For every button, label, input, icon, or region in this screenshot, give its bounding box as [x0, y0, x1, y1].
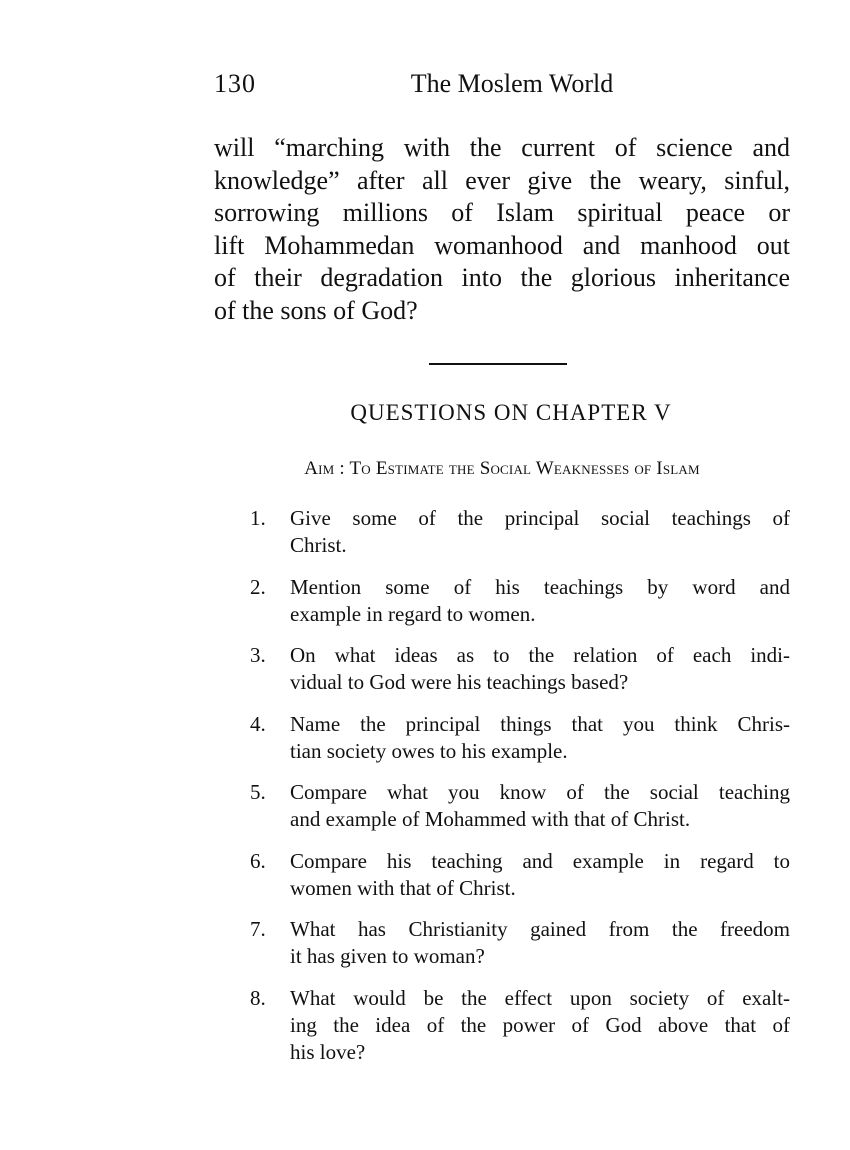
question-number: 2.	[250, 574, 266, 599]
body-line: will “marching with the current of science and	[214, 133, 790, 162]
question-line: tian society owes to his example.	[290, 738, 568, 763]
chapter-heading: QUESTIONS ON CHAPTER V	[350, 400, 672, 425]
running-title: The Moslem World	[410, 69, 614, 98]
body-line: of the sons of God?	[214, 295, 418, 325]
question-item	[250, 916, 790, 970]
question-number: 7.	[250, 917, 266, 941]
question-item	[250, 574, 790, 628]
question-item	[250, 985, 790, 1066]
question-line: women with that of Christ.	[290, 875, 516, 900]
question-item	[250, 779, 790, 833]
section-divider	[429, 363, 567, 365]
running-head	[214, 66, 790, 102]
question-line: his love?	[290, 1039, 366, 1064]
question-item	[250, 848, 790, 902]
questions-list	[250, 505, 790, 1080]
question-line: and example of Mohammed with that of Christ.	[290, 807, 691, 831]
question-line: example in regard to women.	[290, 601, 536, 626]
question-number: 1.	[250, 506, 266, 530]
page-number: 130	[214, 69, 256, 98]
aim-line: Aim : To Estimate the Social Weaknesses of Islam	[304, 458, 700, 479]
question-item	[250, 711, 790, 765]
question-line: On what ideas as to the relation of each indi-	[290, 643, 790, 667]
question-line: What has Christianity gained from the freedom	[290, 917, 790, 941]
question-number: 5.	[250, 780, 266, 804]
question-line: What would be the effect upon society of exalt-	[290, 985, 790, 1010]
question-line: Compare what you know of the social teaching	[290, 780, 790, 804]
body-line: of their degradation into the glorious inheritance	[214, 263, 790, 293]
question-number: 4.	[250, 711, 266, 736]
question-line: Compare his teaching and example in regard to	[290, 848, 790, 873]
question-line: vidual to God were his teachings based?	[290, 670, 629, 694]
question-item	[250, 505, 790, 559]
body-line: knowledge” after all ever give the weary, sinful,	[214, 165, 790, 195]
question-number: 6.	[250, 848, 266, 873]
question-item	[250, 642, 790, 696]
question-line: Mention some of his teachings by word and	[290, 574, 790, 599]
question-line: ing the idea of the power of God above that of	[290, 1012, 790, 1037]
body-line: sorrowing millions of Islam spiritual peace or	[214, 198, 790, 228]
question-line: Christ.	[290, 533, 347, 557]
body-paragraph	[214, 132, 790, 328]
body-line: lift Mohammedan womanhood and manhood out	[214, 230, 790, 260]
question-line: Name the principal things that you think Chris-	[290, 711, 790, 736]
question-number: 8.	[250, 985, 266, 1010]
question-line: it has given to woman?	[290, 944, 485, 968]
question-number: 3.	[250, 643, 266, 667]
question-line: Give some of the principal social teachings of	[290, 506, 790, 530]
